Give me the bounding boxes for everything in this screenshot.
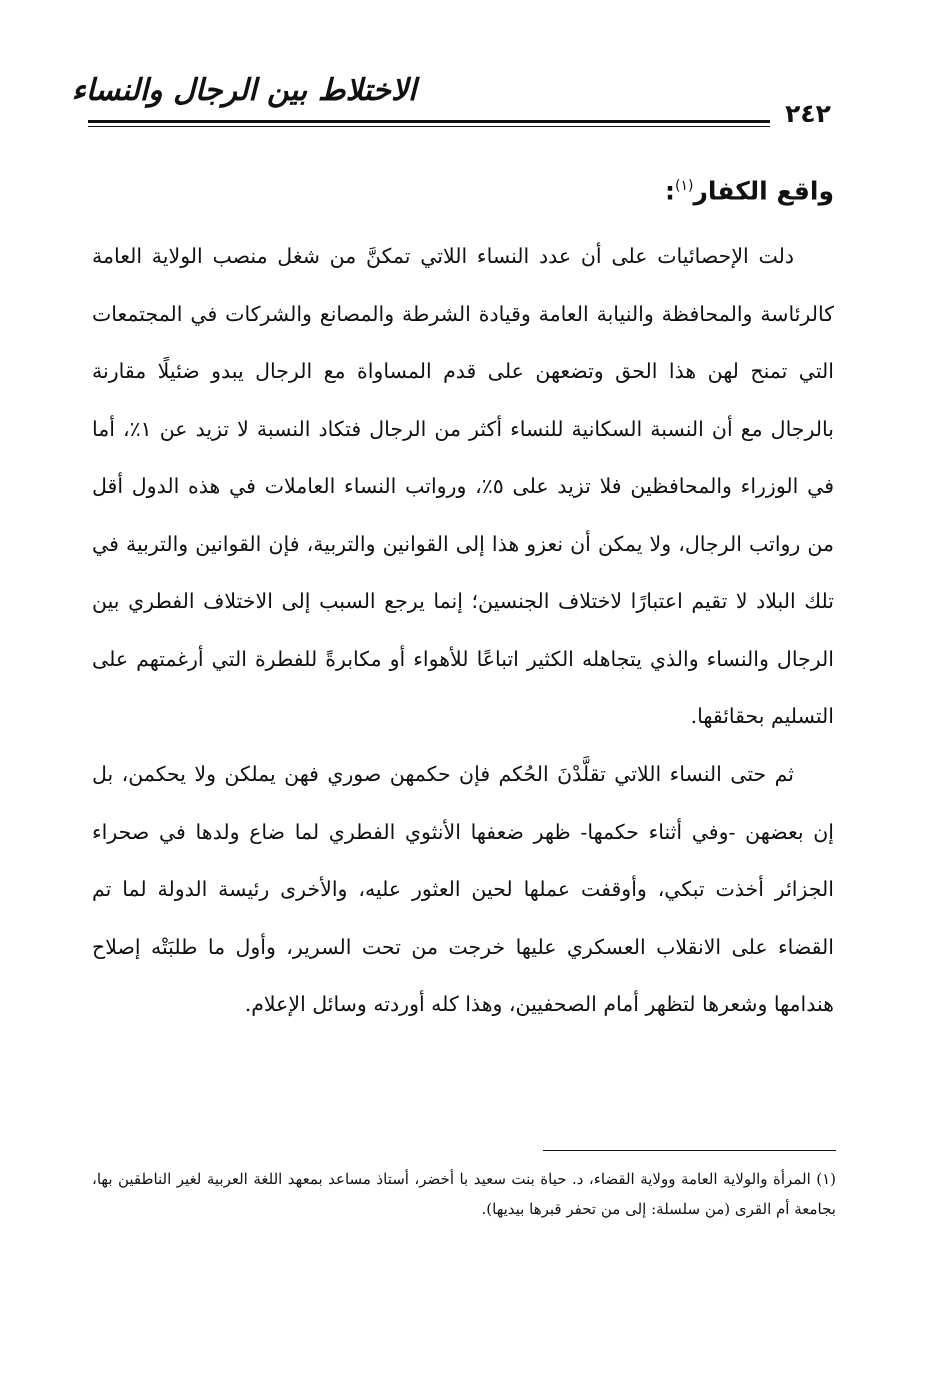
footnote-1: (١) المرأة والولاية العامة وولاية القضاء، د. حياة بنت سعيد با أخضر، أستاذ مساعد بمعهد اللغة العربية لغير الناطقين بها، بجامعة أم القرى (من سلسلة: إلى من تحفر قبرها بيديها). [92,1170,836,1218]
paragraph-1: دلت الإحصائيات على أن عدد النساء اللاتي تمكنَّ من شغل منصب الولاية العامة كالرئاسة والمحافظة والنيابة العامة وقيادة الشرطة والمصانع والشركات في المجتمعات التي تمنح لهن هذا الحق وتضعهن على قدم المساواة مع الرجال يبدو ضئيلًا مقارنة بالرجال مع أن النسبة السكانية للنساء أكثر من الرجال فتكاد النسبة لا تزيد عن ١٪، أما في الوزراء والمحافظين فلا تزيد على ٥٪، ورواتب النساء العاملات في هذه الدول أقل من رواتب الرجال، ولا يمكن أن نعزو هذا إلى القوانين والتربية، فإن القوانين والتربية في تلك البلاد لا تقيم اعتبارًا لاختلاف الجنسين؛ إنما يرجع السبب إلى الاختلاف الفطري بين الرجال والنساء والذي يتجاهله الكثير اتباعًا للأهواء أو مكابرةً للفطرة التي أرغمتهم على التسليم بحقائقها. [92,244,834,728]
paragraph-2: ثم حتى النساء اللاتي تقلَّدْنَ الحُكم فإن حكمهن صوري فهن يملكن ولا يحكمن، بل إن بعضهن -وفي أثناء حكمها- ظهر ضعفها الأنثوي الفطري لما ضاع ولدها في صحراء الجزائر أخذت تبكي، وأوقفت عملها لحين العثور عليه، والأخرى رئيسة الدولة لما تم القضاء على الانقلاب العسكري عليها خرجت من تحت السرير، وأول ما طلبَتْه إصلاح هندامها وشعرها لتظهر أمام الصحفيين، وهذا كله أوردته وسائل الإعلام. [92,762,834,1016]
header-rule [88,120,770,123]
section-heading-colon: : [665,176,675,206]
footnote-reference[interactable]: (١) [675,178,694,194]
section-heading [665,166,834,206]
footnote-rule [543,1150,836,1151]
section-heading-text: واقع الكفار [693,176,834,206]
page-number: ٢٤٢ [785,99,831,128]
header-rule-thin [88,126,770,127]
running-title: الاختلاط بين الرجال والنساء [71,72,417,108]
